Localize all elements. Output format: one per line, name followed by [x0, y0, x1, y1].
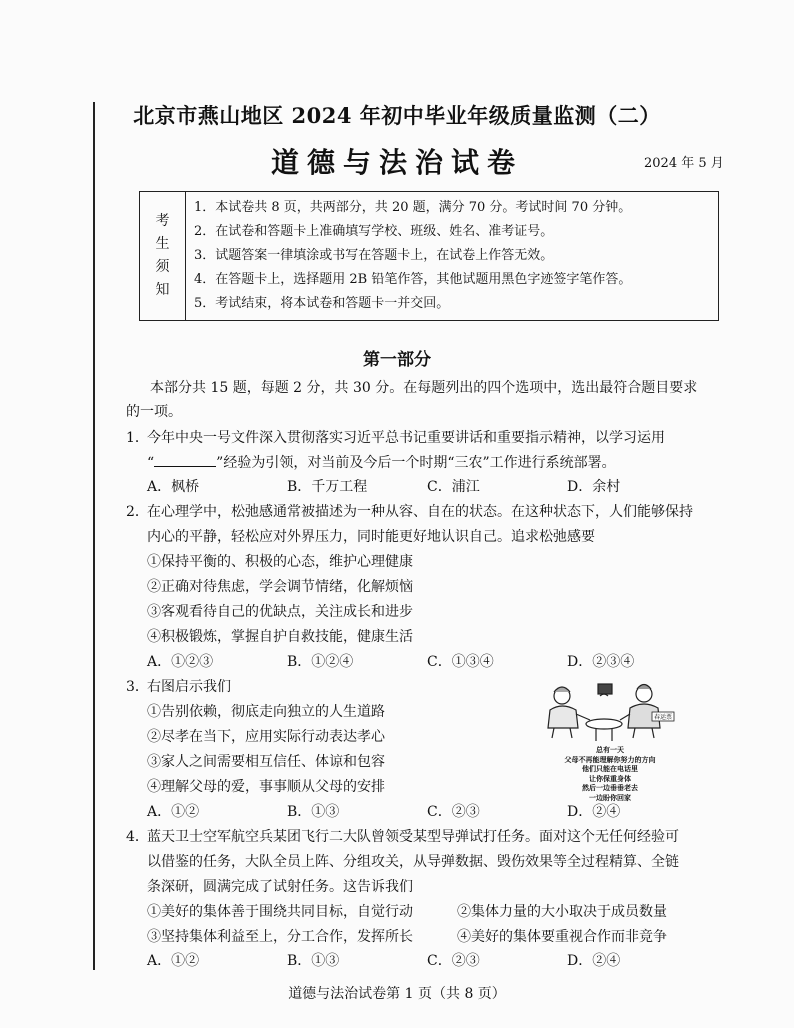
question-number: 2．	[126, 504, 149, 520]
notice-item: 2．在试卷和答题卡上准确填写学校、班级、姓名、准考证号。	[194, 224, 554, 239]
question-number: 3．	[126, 679, 149, 695]
notice-item: 5．考试结束，将本试卷和答题卡一并交回。	[194, 296, 450, 311]
q3-statement: ②尽孝在当下，应用实际行动表达孝心	[147, 729, 385, 745]
q3-stem-line1: 右图启示我们	[147, 679, 231, 695]
cartoon-caption-line: 让你保重身体	[589, 774, 631, 783]
q3-statement: ①告别依赖，彻底走向独立的人生道路	[147, 704, 385, 720]
exam-date: 2024 年 5 月	[644, 156, 724, 171]
question-number: 4．	[126, 829, 149, 845]
notice-label-char: 须	[155, 259, 170, 275]
notice-label	[140, 192, 186, 320]
q2-statement: ②正确对待焦虑，学会调节情绪，化解烦恼	[147, 579, 413, 595]
option-b: B．①③	[287, 804, 340, 820]
option-c: C．②③	[427, 804, 480, 820]
q1-stem-line1: 今年中央一号文件深入贯彻落实习近平总书记重要讲话和重要指示精神，以学习运用	[147, 430, 665, 446]
option-d: D．余村	[567, 479, 621, 495]
examinee-notice-box	[139, 191, 719, 321]
notice-label-char: 生	[155, 236, 170, 252]
part-intro-line2: 的一项。	[126, 404, 182, 420]
option-d: D．②③④	[567, 654, 635, 670]
option-c: C．浦江	[427, 479, 480, 495]
cartoon-caption-line: 一边盼你回家	[589, 793, 631, 802]
page-footer: 道德与法治试卷第 1 页（共 8 页）	[288, 986, 506, 1002]
option-b: B．①②④	[287, 654, 354, 670]
notice-item: 3．试题答案一律填涂或书写在答题卡上，在试卷上作答无效。	[194, 248, 554, 263]
q4-statement: ②集体力量的大小取决于成员数量	[457, 904, 667, 920]
cartoon-caption-line: 父母不再能理解你努力的方向	[564, 755, 656, 764]
cartoon-caption-line: 总有一天	[596, 746, 624, 754]
cartoon-caption	[540, 746, 680, 803]
option-a: A．①②	[147, 804, 200, 820]
option-a: A．①②	[147, 953, 200, 969]
option-c: C．①③④	[427, 654, 494, 670]
q1-stem-line2-rest: ”经验为引领，对当前及今后一个时期“三农”工作进行系统部署。	[216, 455, 616, 471]
q2-statement: ③客观看待自己的优缺点，关注成长和进步	[147, 604, 413, 620]
notice-label-char: 考	[155, 213, 170, 229]
exam-title: 北京市燕山地区 2024 年初中毕业年级质量监测（二）	[133, 103, 661, 128]
q3-statement: ③家人之间需要相互信任、体谅和包容	[147, 754, 385, 770]
q2-stem-line2: 内心的平静，轻松应对外界压力，同时能更好地认识自己。追求松弛感要	[147, 529, 595, 545]
part-one-title: 第一部分	[363, 350, 431, 370]
answer-blank	[154, 452, 216, 467]
q1-open-quote: “	[147, 455, 155, 471]
q4-statement: ③坚持集体利益至上，分工合作，发挥所长	[147, 929, 413, 945]
option-a: A．枫桥	[147, 479, 200, 495]
option-b: B．①③	[287, 953, 340, 969]
q4-statement: ④美好的集体要重视合作而非竞争	[457, 929, 667, 945]
option-d: D．②④	[567, 953, 621, 969]
cartoon-caption-line: 他们只能在电话里	[582, 765, 638, 773]
q3-statement: ④理解父母的爱，事事顺从父母的安排	[147, 779, 385, 795]
q2-stem-line1: 在心理学中，松弛感通常被描述为一种从容、自在的状态。在这种状态下，人们能够保持	[147, 504, 693, 520]
q4-statement: ①美好的集体善于围绕共同目标，自觉行动	[147, 904, 413, 920]
notice-label-char: 知	[155, 282, 170, 298]
option-d: D．②④	[567, 804, 621, 820]
q4-stem-line1: 蓝天卫士空军航空兵某团飞行二大队曾领受某型导弹试打任务。面对这个无任何经验可	[147, 829, 679, 845]
q2-statement: ①保持平衡的、积极的心态，维护心理健康	[147, 554, 413, 570]
option-b: B．千万工程	[287, 479, 368, 495]
q4-stem-line2: 以借鉴的任务，大队全员上阵、分组攻关，从导弹数据、毁伤效果等全过程精算、全链	[147, 854, 679, 870]
cartoon-sign-text: 春运票	[653, 714, 673, 721]
q1-stem-line2	[147, 452, 616, 473]
q4-stem-line3: 条深研，圆满完成了试射任务。这告诉我们	[147, 879, 413, 895]
part-intro-line1: 本部分共 15 题，每题 2 分，共 30 分。在每题列出的四个选项中，选出最符合题目要求	[150, 380, 698, 396]
cartoon-caption-line: 然后一边垂垂老去	[582, 784, 638, 792]
option-a: A．①②③	[147, 654, 214, 670]
option-c: C．②③	[427, 953, 480, 969]
subject-title: 道德与法治试卷	[270, 146, 523, 179]
notice-item: 1．本试卷共 8 页，共两部分，共 20 题，满分 70 分。考试时间 70 分钟。	[194, 200, 632, 215]
question-number: 1．	[126, 430, 149, 446]
binding-margin-line	[93, 102, 95, 970]
q2-statement: ④积极锻炼，掌握自护自救技能，健康生活	[147, 629, 413, 645]
notice-items	[186, 192, 718, 320]
notice-item: 4．在答题卡上，选择题用 2B 铅笔作答，其他试题用黑色字迹签字笔作答。	[194, 272, 632, 287]
